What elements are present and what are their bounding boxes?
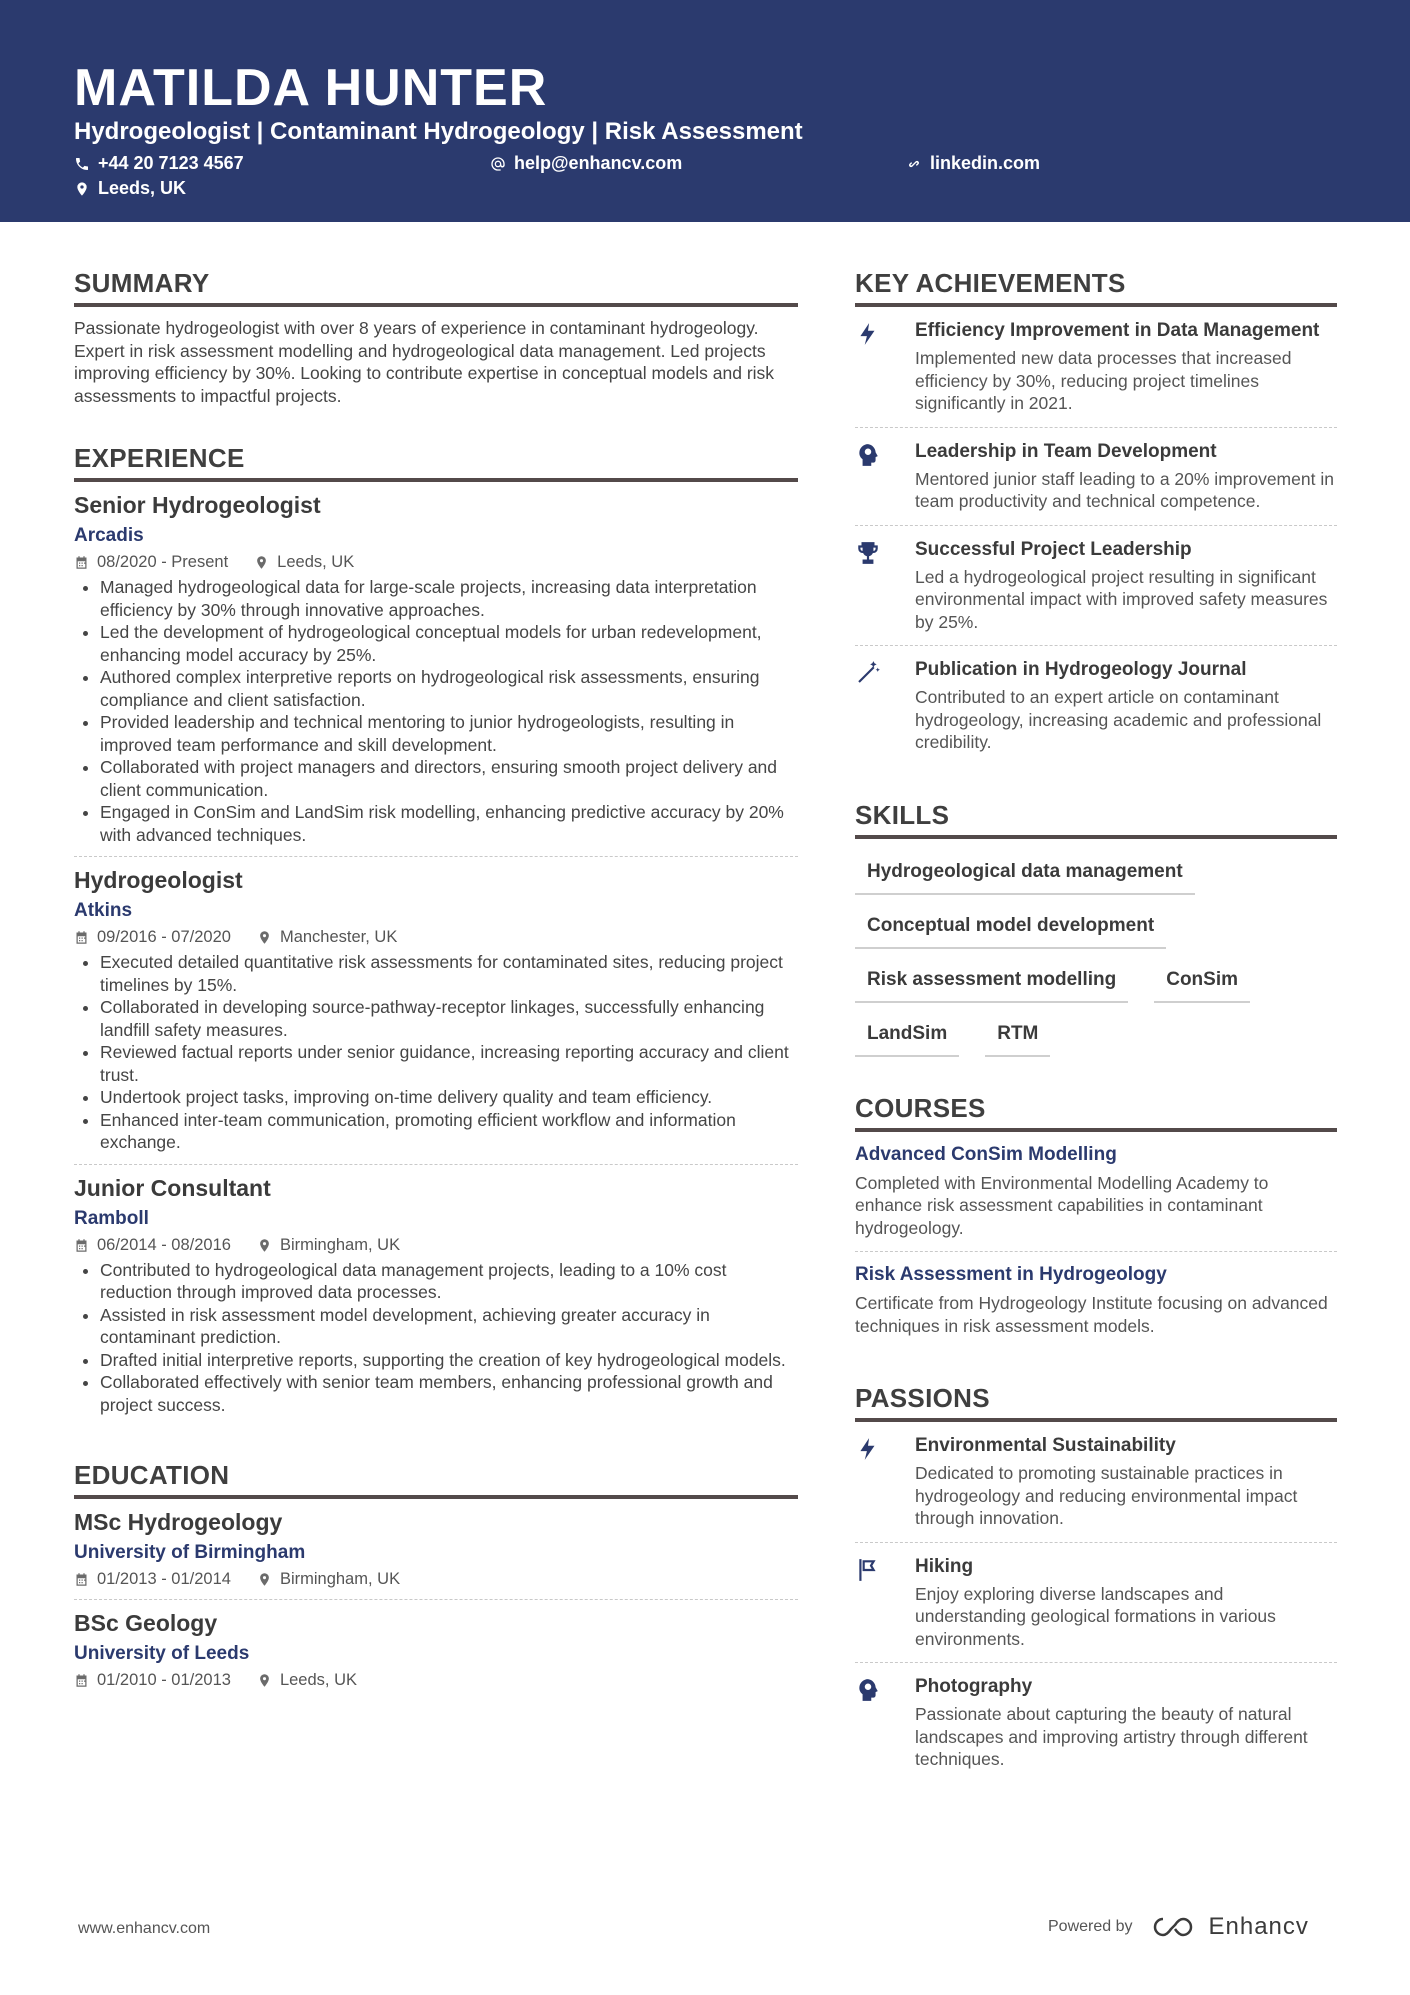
trophy-icon: [855, 540, 881, 566]
phone-icon: [74, 156, 90, 172]
courses-list: [855, 1132, 1337, 1350]
job-entry: [74, 1165, 798, 1427]
phone-text: +44 20 7123 4567: [98, 153, 244, 173]
infinity-logo-icon: [1151, 1915, 1199, 1939]
course-title: Risk Assessment in Hydrogeology: [855, 1264, 1167, 1285]
passion-item: [855, 1422, 1337, 1543]
achievement-title: Successful Project Leadership: [915, 538, 1192, 560]
degree-title: BSc Geology: [74, 1610, 218, 1636]
left-column: [74, 268, 798, 1700]
passion-item: [855, 1663, 1337, 1783]
achievements-title: KEY ACHIEVEMENTS: [855, 268, 1337, 307]
job-bullets: [74, 576, 798, 846]
calendar-icon: [74, 1238, 89, 1253]
company-name: Ramboll: [74, 1207, 149, 1229]
phone-contact: [74, 153, 244, 174]
degree-title: MSc Hydrogeology: [74, 1509, 283, 1535]
job-meta: [74, 553, 798, 572]
achievement-title: Efficiency Improvement in Data Management: [915, 320, 1320, 341]
head-icon: [855, 442, 881, 468]
skill-tag: ConSim: [1154, 957, 1250, 1003]
bullet-item: • Assisted in risk assessment model development, achieving greater accuracy in contaminant prediction.: [100, 1304, 798, 1349]
bullet-item: • Collaborated effectively with senior team members, enhancing professional growth and project success.: [100, 1371, 798, 1416]
passion-item: [855, 1543, 1337, 1664]
summary-text: Passionate hydrogeologist with over 8 years of experience in contaminant hydrogeology. Expert in risk assessment modelling and hydrogeological data management. Led projects improving efficiency by 30%. Looking to contribute expertise in conceptual models and risk assessments to impactful projects.: [74, 318, 775, 406]
achievement-item: [855, 307, 1337, 428]
education-location: Leeds, UK: [279, 1671, 357, 1689]
school-name: University of Leeds: [74, 1643, 250, 1664]
school-name: University of Birmingham: [74, 1542, 306, 1563]
passion-title: Photography: [915, 1676, 1033, 1697]
email-contact[interactable]: [490, 153, 682, 174]
achievement-item: [855, 646, 1337, 766]
calendar-icon: [74, 555, 89, 570]
achievements-list: [855, 307, 1337, 766]
bullet-item: • Executed detailed quantitative risk assessments for contaminated sites, reducing project timelines by 15%.: [100, 951, 798, 996]
flag-icon: [855, 1557, 881, 1583]
course-title: Advanced ConSim Modelling: [855, 1143, 1117, 1165]
bullet-item: • Collaborated with project managers and directors, ensuring smooth project delivery and client communication.: [100, 756, 798, 801]
bullet-item: • Reviewed factual reports under senior guidance, increasing reporting accuracy and client trust.: [100, 1041, 798, 1086]
job-bullets: [74, 951, 798, 1154]
education-entry: [74, 1499, 798, 1600]
location-pin-icon: [257, 1572, 272, 1587]
bullet-item: • Managed hydrogeological data for large-scale projects, increasing data interpretation efficiency by 30% through innovative approaches.: [100, 576, 798, 621]
candidate-name: MATILDA HUNTER: [74, 59, 548, 117]
company-name: Arcadis: [74, 525, 144, 546]
job-bullets: [74, 1259, 798, 1417]
passion-title: Hiking: [915, 1555, 974, 1577]
brand-name: Enhancv: [1208, 1913, 1309, 1940]
calendar-icon: [74, 930, 89, 945]
calendar-icon: [74, 1673, 89, 1688]
bullet-item: • Provided leadership and technical mentoring to junior hydrogeologists, resulting in improved team performance and skill development.: [100, 711, 798, 756]
job-location: Leeds, UK: [277, 553, 355, 571]
location-pin-icon: [257, 930, 272, 945]
skill-tag: Conceptual model development: [855, 903, 1166, 949]
right-column: [855, 268, 1337, 1783]
wand-icon: [855, 660, 881, 686]
bullet-item: • Led the development of hydrogeological conceptual models for urban redevelopment, enhancing model accuracy by 25%.: [100, 621, 798, 666]
resume-header: [0, 0, 1410, 222]
achievement-desc: Contributed to an expert article on contaminant hydrogeology, increasing academic and professional credibility.: [915, 687, 1322, 752]
achievement-desc: Led a hydrogeological project resulting in significant environmental impact with improved safety measures by 25%.: [915, 566, 1328, 632]
job-title: Senior Hydrogeologist: [74, 492, 321, 518]
education-entry: [74, 1600, 798, 1700]
brand-logo[interactable]: [1151, 1913, 1309, 1941]
passion-title: Environmental Sustainability: [915, 1435, 1176, 1456]
bullet-item: • Collaborated in developing source-pathway-receptor linkages, successfully enhancing landfill safety measures.: [100, 996, 798, 1041]
bullet-item: • Drafted initial interpretive reports, supporting the creation of key hydrogeological models.: [100, 1349, 798, 1372]
skills-title: SKILLS: [855, 800, 1337, 839]
skill-tag: Risk assessment modelling: [855, 957, 1128, 1003]
job-meta: [74, 1236, 798, 1255]
job-dates: 06/2014 - 08/2016: [97, 1235, 231, 1254]
bolt-icon: [855, 321, 881, 347]
location-text: Leeds, UK: [98, 178, 187, 198]
bullet-item: • Contributed to hydrogeological data management projects, leading to a 10% cost reduction through improved data processes.: [100, 1259, 798, 1304]
job-dates: 09/2016 - 07/2020: [97, 928, 231, 946]
location-pin-icon: [257, 1238, 272, 1253]
job-title: Hydrogeologist: [74, 867, 243, 893]
job-title: Junior Consultant: [74, 1174, 271, 1201]
job-meta: [74, 928, 798, 947]
courses-title: COURSES: [855, 1093, 1337, 1132]
bullet-item: • Undertook project tasks, improving on-time delivery quality and team efficiency.: [100, 1086, 798, 1109]
experience-list: [74, 482, 798, 1426]
powered-by-text: Powered by: [1048, 1918, 1133, 1935]
skill-tag: Hydrogeological data management: [855, 849, 1195, 895]
job-dates: 08/2020 - Present: [97, 553, 229, 571]
email-text[interactable]: help@enhancv.com: [514, 153, 683, 173]
achievement-desc: Implemented new data processes that increased efficiency by 30%, reducing project timelines significantly in 2021.: [915, 348, 1292, 413]
course-desc: Certificate from Hydrogeology Institute focusing on advanced techniques in risk assessment models.: [855, 1293, 1328, 1336]
location-pin-icon: [254, 555, 269, 570]
bullet-item: • Engaged in ConSim and LandSim risk modelling, enhancing predictive accuracy by 20% with advanced techniques.: [100, 801, 798, 846]
location-contact: [74, 178, 186, 199]
bolt-icon: [855, 1436, 881, 1462]
linkedin-text[interactable]: linkedin.com: [930, 153, 1041, 173]
company-name: Atkins: [74, 900, 133, 921]
achievement-item: [855, 526, 1337, 647]
achievement-desc: Mentored junior staff leading to a 20% improvement in team productivity and technical competence.: [915, 468, 1334, 511]
job-location: Manchester, UK: [279, 928, 398, 946]
passion-desc: Enjoy exploring diverse landscapes and understanding geological formations in various environments.: [915, 1583, 1276, 1649]
passions-title: PASSIONS: [855, 1383, 1337, 1422]
passion-desc: Passionate about capturing the beauty of natural landscapes and improving artistry through different techniques.: [915, 1704, 1308, 1769]
skill-tag: RTM: [985, 1011, 1050, 1057]
experience-title: EXPERIENCE: [74, 443, 798, 482]
location-pin-icon: [257, 1673, 272, 1688]
summary-title: SUMMARY: [74, 268, 798, 307]
achievement-title: Publication in Hydrogeology Journal: [915, 659, 1247, 680]
education-location: Birmingham, UK: [279, 1570, 401, 1588]
calendar-icon: [74, 1572, 89, 1587]
bullet-item: • Authored complex interpretive reports on hydrogeological risk assessments, ensuring compliance and client satisfaction.: [100, 666, 798, 711]
education-dates: 01/2013 - 01/2014: [97, 1570, 231, 1588]
course-item: [855, 1132, 1337, 1253]
at-icon: [490, 156, 506, 172]
education-meta: [74, 1570, 798, 1589]
education-dates: 01/2010 - 01/2013: [97, 1671, 231, 1689]
job-entry: [74, 482, 798, 857]
link-icon: [906, 156, 922, 172]
education-meta: [74, 1671, 798, 1690]
bullet-item: • Enhanced inter-team communication, promoting efficient workflow and information exchange.: [100, 1109, 798, 1154]
skills-list: [855, 849, 1337, 1065]
footer-branding: [1048, 1913, 1309, 1941]
job-entry: [74, 857, 798, 1165]
linkedin-contact[interactable]: [906, 153, 1040, 174]
education-list: [74, 1499, 798, 1700]
footer-website[interactable]: www.enhancv.com: [78, 1920, 211, 1937]
candidate-role: Hydrogeologist | Contaminant Hydrogeology | Risk Assessment: [74, 118, 803, 145]
achievement-item: [855, 428, 1337, 526]
course-desc: Completed with Environmental Modelling Academy to enhance risk assessment capabilities in contaminant hydrogeology.: [855, 1172, 1269, 1238]
course-item: [855, 1252, 1337, 1349]
education-title: EDUCATION: [74, 1460, 798, 1499]
passions-list: [855, 1422, 1337, 1783]
job-location: Birmingham, UK: [279, 1235, 401, 1254]
location-pin-icon: [74, 181, 90, 197]
passion-desc: Dedicated to promoting sustainable practices in hydrogeology and reducing environmental impact through innovation.: [915, 1463, 1298, 1528]
head-icon: [855, 1677, 881, 1703]
skill-tag: LandSim: [855, 1011, 959, 1057]
achievement-title: Leadership in Team Development: [915, 440, 1217, 462]
